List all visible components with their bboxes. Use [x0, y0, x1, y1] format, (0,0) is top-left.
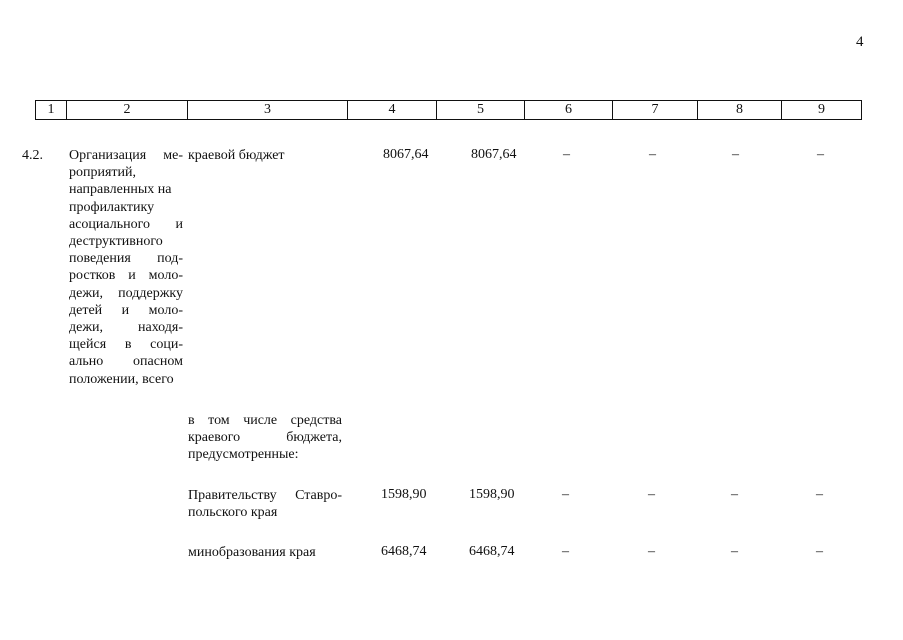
description-line: ально опасном	[69, 354, 183, 370]
column-header-3: 3	[188, 101, 348, 119]
cell-col7: –	[648, 487, 655, 502]
cell-col4: 6468,74	[381, 544, 427, 559]
description-line: поведения под-	[69, 251, 183, 267]
column-header-5: 5	[437, 101, 525, 119]
including-line: предусмотренные:	[188, 447, 299, 463]
cell-col5: 8067,64	[471, 147, 517, 162]
column-header-7: 7	[613, 101, 698, 119]
including-line: в том числе средства	[188, 413, 342, 428]
description-line: профилактику	[69, 199, 155, 215]
column-header-8: 8	[698, 101, 782, 119]
cell-col8: –	[731, 487, 738, 502]
description-line: щейся в соци-	[69, 337, 183, 353]
description-line: положении, всего	[69, 371, 174, 387]
description-line: Организация ме-	[69, 148, 183, 163]
cell-col7: –	[648, 544, 655, 559]
source-line: польского края	[188, 505, 278, 521]
row-number: 4.2.	[22, 148, 43, 163]
column-header-row	[35, 100, 862, 120]
cell-col9: –	[817, 147, 824, 162]
cell-col6: –	[563, 147, 570, 162]
cell-col4: 8067,64	[383, 147, 429, 162]
cell-col6: –	[562, 487, 569, 502]
cell-col8: –	[731, 544, 738, 559]
source-line: Правительству Ставро-	[188, 488, 342, 503]
page-number: 4	[856, 34, 864, 50]
description-line: дежи, поддержку	[69, 285, 183, 301]
description-line: деструктивного	[69, 234, 163, 250]
description-line: детей и моло-	[69, 302, 183, 318]
column-header-4: 4	[348, 101, 437, 119]
cell-col8: –	[732, 147, 739, 162]
cell-col5: 6468,74	[469, 544, 515, 559]
description-line: асоциального и	[69, 216, 183, 232]
description-line: ростков и моло-	[69, 268, 183, 284]
description-line: дежи, находя-	[69, 320, 183, 336]
row-description	[69, 147, 183, 388]
funding-source: краевой бюджет	[188, 148, 285, 163]
cell-col9: –	[816, 487, 823, 502]
column-header-6: 6	[525, 101, 613, 119]
funding-source-minobr: минобразования края	[188, 545, 316, 560]
description-line: роприятий,	[69, 165, 137, 181]
column-header-2: 2	[67, 101, 188, 119]
description-line: направленных на	[69, 182, 172, 198]
funding-source-government	[188, 487, 342, 521]
cell-col7: –	[649, 147, 656, 162]
column-header-1: 1	[36, 101, 67, 119]
cell-col5: 1598,90	[469, 487, 515, 502]
including-note	[188, 412, 342, 464]
cell-col4: 1598,90	[381, 487, 427, 502]
cell-col6: –	[562, 544, 569, 559]
column-header-9: 9	[818, 102, 825, 117]
including-line: краевого бюджета,	[188, 430, 342, 446]
cell-col9: –	[816, 544, 823, 559]
